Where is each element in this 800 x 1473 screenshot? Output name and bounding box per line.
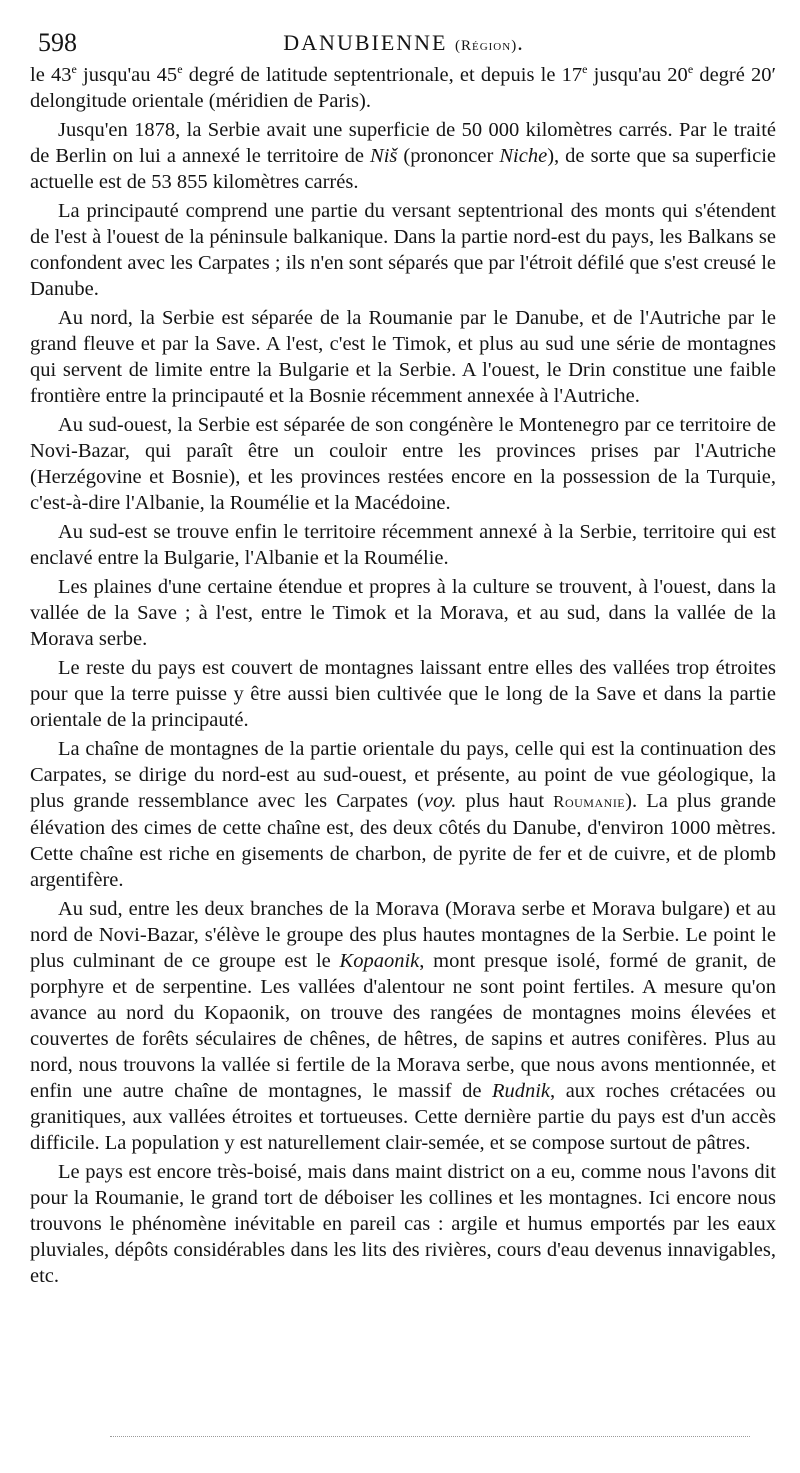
paragraph-5: Au sud-ouest, la Serbie est séparée de son congénère le Montenegro par ce territoire de Novi-Bazar, qui paraît être un couloir entre les provinces prises par l'Autriche (Herzégovine et Bosnie), et les provinces restées encore en la possession de la Turquie, c'est-à-dire l'Albanie, la Roumélie et la Macédoine.: [30, 414, 776, 514]
running-head: [38, 20, 770, 60]
running-title-main: DANUBIENNE: [283, 30, 448, 55]
paragraph-10: [30, 896, 776, 1156]
italic-pronunciation: Niche: [499, 145, 548, 167]
superscript: e: [687, 62, 694, 77]
running-title-trailing: .: [517, 30, 525, 55]
paragraph-1: [30, 62, 776, 114]
paragraph-7: Les plaines d'une certaine étendue et propres à la culture se trouvent, à l'ouest, dans la vallée de la Save ; à l'est, entre le Timok et la Morava, et au sud, dans la vallée de la Morava serbe.: [30, 576, 776, 650]
paragraph-2: [30, 117, 776, 195]
text-run: , aux roches crétacées ou granitiques, aux vallées étroites et tortueuses. Cette dernière partie du pays est d'un accès difficile. La population y est naturellement clair-semée, et se compose surtout de pâtres.: [30, 1080, 776, 1154]
text-run: La chaîne de montagnes de la partie orientale du pays, celle qui est la continuation des Carpates, se dirige du nord-est au sud-ouest, et présente, au point de vue géologique, la plus grande ressemblance avec les Carpates (: [30, 738, 776, 812]
text-run: degré de latitude septentrionale, et depuis le 17: [182, 64, 583, 86]
cross-reference: Roumanie: [553, 792, 626, 811]
text-run: jusqu'au 45: [76, 64, 178, 86]
paragraph-11: Le pays est encore très-boisé, mais dans maint district on a eu, comme nous l'avons dit pour la Roumanie, le grand tort de déboiser les collines et les montagnes. Ici encore nous trouvons le phénomène inévitable en pareil cas : argile et humus emportés par les eaux pluviales, dépôts considérables dans les lits des rivières, cours d'eau devenus innavigables, etc.: [30, 1161, 776, 1287]
paragraph-9: [30, 736, 776, 893]
page-number: 598: [38, 28, 77, 57]
running-title: [38, 30, 770, 56]
footer-rule: [110, 1436, 750, 1437]
text-run: ), de sorte que sa superficie actuelle est de 53 855 kilomètres carrés.: [30, 145, 776, 193]
paragraph-3: La principauté comprend une partie du versant septentrional des monts qui s'étendent de l'est à l'ouest de la péninsule balkanique. Dans la partie nord-est du pays, les Balkans se confondent avec les Carpates ; ils n'en sont séparés que par l'étroit défilé que s'est creusé le Danube.: [30, 200, 776, 300]
text-run: plus haut: [456, 790, 554, 812]
italic-place-name: Niš: [370, 145, 398, 167]
italic-abbrev: voy.: [423, 790, 457, 812]
text-run: le 43: [30, 64, 72, 86]
text-run: Jusqu'en 1878, la Serbie avait une superficie de 50 000 kilomètres carrés. Par le traité de Berlin on lui a annexé le territoire de: [30, 119, 776, 167]
paragraph-6: Au sud-est se trouve enfin le territoire récemment annexé à la Serbie, territoire qui est enclavé entre la Bulgarie, l'Albanie et la Roumélie.: [30, 521, 776, 569]
text-run: ). La plus grande élévation des cimes de cette chaîne est, des deux côtés du Danube, d'environ 1000 mètres. Cette chaîne est riche en gisements de charbon, de pyrite de fer et de cuivre, et de plomb argentifère.: [30, 790, 776, 891]
text-run: (prononcer: [397, 145, 500, 167]
paragraph-4: Au nord, la Serbie est séparée de la Roumanie par le Danube, et de l'Autriche par le grand fleuve et par la Save. A l'est, c'est le Timok, et plus au sud une série de montagnes qui servent de limite entre la Bulgarie et la Serbie. A l'ouest, le Drin constitue une faible frontière entre la principauté et la Bosnie récemment annexée à l'Autriche.: [30, 307, 776, 407]
superscript: e: [177, 62, 183, 77]
italic-massif-name: Rudnik: [491, 1080, 551, 1102]
text-run: Au sud, entre les deux branches de la Morava (Morava serbe et Morava bulgare) et au nord de Novi-Bazar, s'élève le groupe des plus hautes montagnes de la Serbie. Le point le plus culminant de ce groupe est le: [30, 898, 776, 972]
text-run: , mont presque isolé, formé de granit, de porphyre et de serpentine. Les vallées d'alentour ne sont point fertiles. A mesure qu'on avance au nord du Kopaonik, on trouve des rangées de montagnes moins élevées et couvertes de forêts séculaires de chênes, de hêtres, de sapins et autres conifères. Plus au nord, nous trouvons la vallée si fertile de la Morava serbe, que nous avons mentionnée, et enfin une autre chaîne de montagnes, le massif de: [30, 950, 776, 1102]
superscript: e: [71, 62, 77, 77]
running-title-subtitle: (Région): [454, 38, 518, 54]
superscript: e: [582, 62, 588, 77]
body-text: [30, 62, 776, 1289]
paragraph-8: Le reste du pays est couvert de montagnes laissant entre elles des vallées trop étroites pour que la terre puisse y être aussi bien cultivée que le long de la Save et dans la partie orientale de la principauté.: [30, 657, 776, 731]
italic-mountain-name: Kopaonik: [339, 950, 420, 972]
text-run: jusqu'au 20: [587, 64, 688, 86]
text-run: degré 20′ delongitude orientale (méridien de Paris).: [30, 64, 777, 112]
